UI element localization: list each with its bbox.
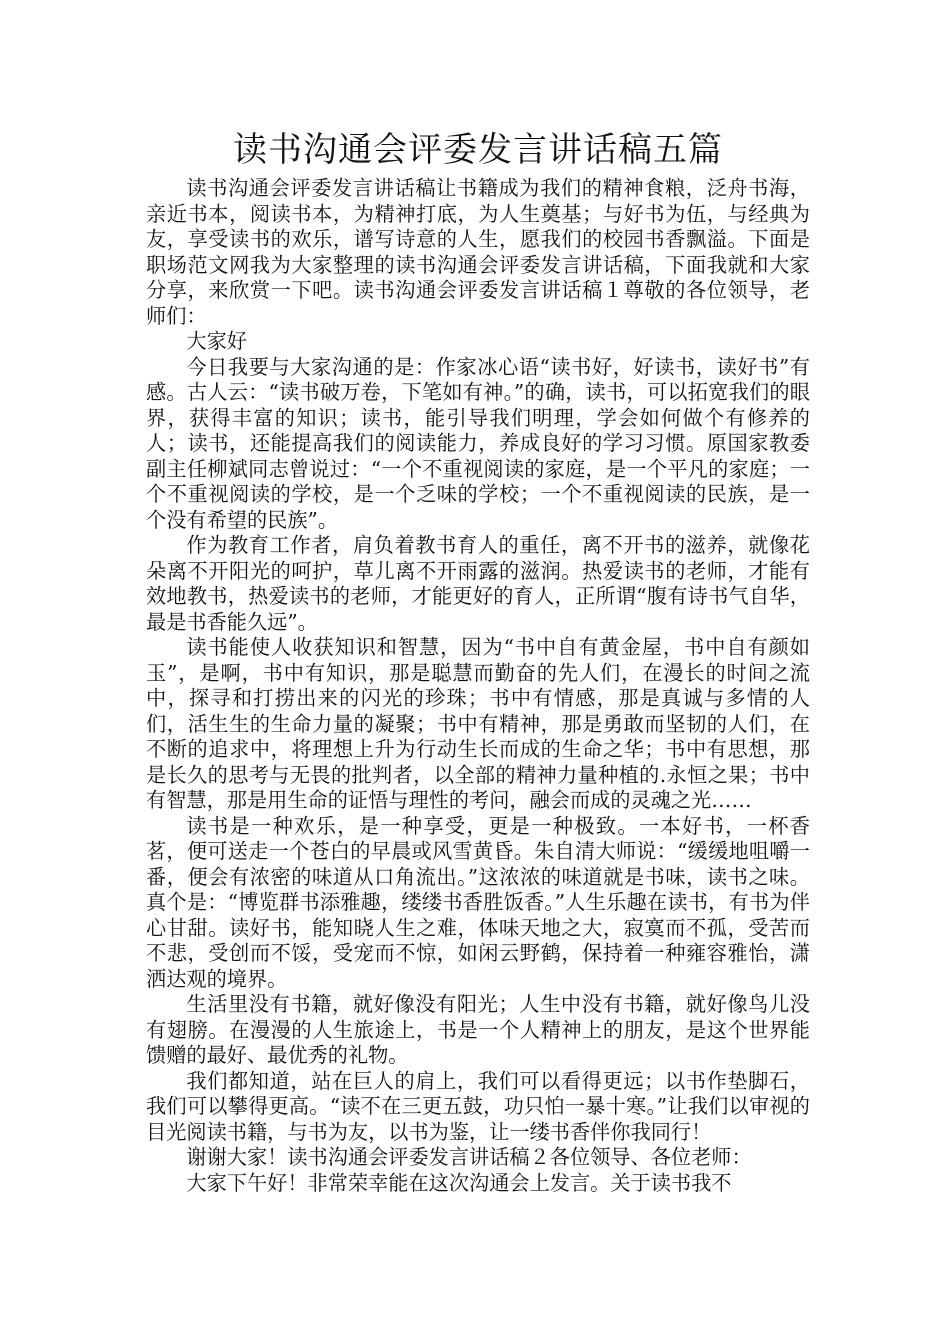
paragraph-life-without-books: 生活里没有书籍，就好像没有阳光；人生中没有书籍，就好像鸟儿没有翅膀。在漫漫的人生旅途上，书是一个人精神上的朋友，是这个世界能馈赠的最好、最优秀的礼物。	[146, 992, 810, 1067]
paragraph-joy-of-reading: 读书是一种欢乐，是一种享受，更是一种极致。一本好书，一杯香茗，便可送走一个苍白的早晨或风雪黄昏。朱自清大师说：“缓缓地咀嚼一番，便会有浓密的味道从口角流出。”这浓浓的味道就是书味，读书之味。真个是：“博览群书添雅趣，缕缕书香胜饭香。”人生乐趣在读书，有书为伴心甘甜。读好书，能知晓人生之难，体味天地之大，寂寞而不孤，受苦而不悲，受创而不馁，受宠而不惊，如闲云野鹤，保持着一种雍容雅怡，潇洒达观的境界。	[146, 813, 810, 991]
paragraph-good-afternoon: 大家下午好！非常荣幸能在这次沟通会上发言。关于读书我不	[186, 1170, 732, 1195]
document-title: 读书沟通会评委发言讲话稿五篇	[233, 130, 723, 170]
paragraph-thanks-speech-2: 谢谢大家！读书沟通会评委发言讲话稿２各位领导、各位老师：	[186, 1145, 752, 1169]
paragraph-intro: 读书沟通会评委发言讲话稿让书籍成为我们的精神食粮，泛舟书海，亲近书本，阅读书本，为精神打底，为人生奠基；与好书为伍，与经典为友，享受读书的欢乐，谱写诗意的人生，愿我们的校园书香飘溢。下面是职场范文网我为大家整理的读书沟通会评委发言讲话稿，下面我就和大家分享，来欣赏一下吧。读书沟通会评委发言讲话稿１尊敬的各位领导，老师们：	[146, 176, 810, 328]
document-body	[146, 176, 810, 1196]
paragraph-greeting: 大家好	[186, 329, 247, 353]
paragraph-educator: 作为教育工作者，肩负着教书育人的重任，离不开书的滋养，就像花朵离不开阳光的呵护，草儿离不开雨露的滋润。热爱读书的老师，才能有效地教书，热爱读书的老师，才能更好的育人，正所谓“腹有诗书气自华，最是书香能久远”。	[146, 533, 810, 634]
paragraph-knowledge-wisdom: 读书能使人收获知识和智慧，因为“书中自有黄金屋，书中自有颜如玉”，是啊，书中有知识，那是聪慧而勤奋的先人们，在漫长的时间之流中，探寻和打捞出来的闪光的珍珠；书中有情感，那是真诚与多情的人们，活生生的生命力量的凝聚；书中有精神，那是勇敢而坚韧的人们，在不断的追求中，将理想上升为行动生长而成的生命之华；书中有思想，那是长久的思考与无畏的批判者，以全部的精神力量种植的.永恒之果；书中有智慧，那是用生命的证悟与理性的考问，融会而成的灵魂之光……	[146, 635, 810, 812]
paragraph-giants-shoulders: 我们都知道，站在巨人的肩上，我们可以看得更远；以书作垫脚石，我们可以攀得更高。“读不在三更五鼓，功只怕一暴十寒。”让我们以审视的目光阅读书籍，与书为友，以书为鉴，让一缕书香伴你我同行！	[146, 1068, 810, 1144]
paragraph-bingxin-quote: 今日我要与大家沟通的是：作家冰心语“读书好，好读书，读好书”有感。古人云：“读书破万卷，下笔如有神。”的确，读书，可以拓宽我们的眼界，获得丰富的知识；读书，能引导我们明理，学会如何做个有修养的人；读书，还能提高我们的阅读能力，养成良好的学习习惯。原国家教委副主任柳斌同志曾说过：“一个不重视阅读的家庭，是一个平凡的家庭；一个不重视阅读的学校，是一个乏味的学校；一个不重视阅读的民族，是一个没有希望的民族”。	[146, 354, 810, 532]
